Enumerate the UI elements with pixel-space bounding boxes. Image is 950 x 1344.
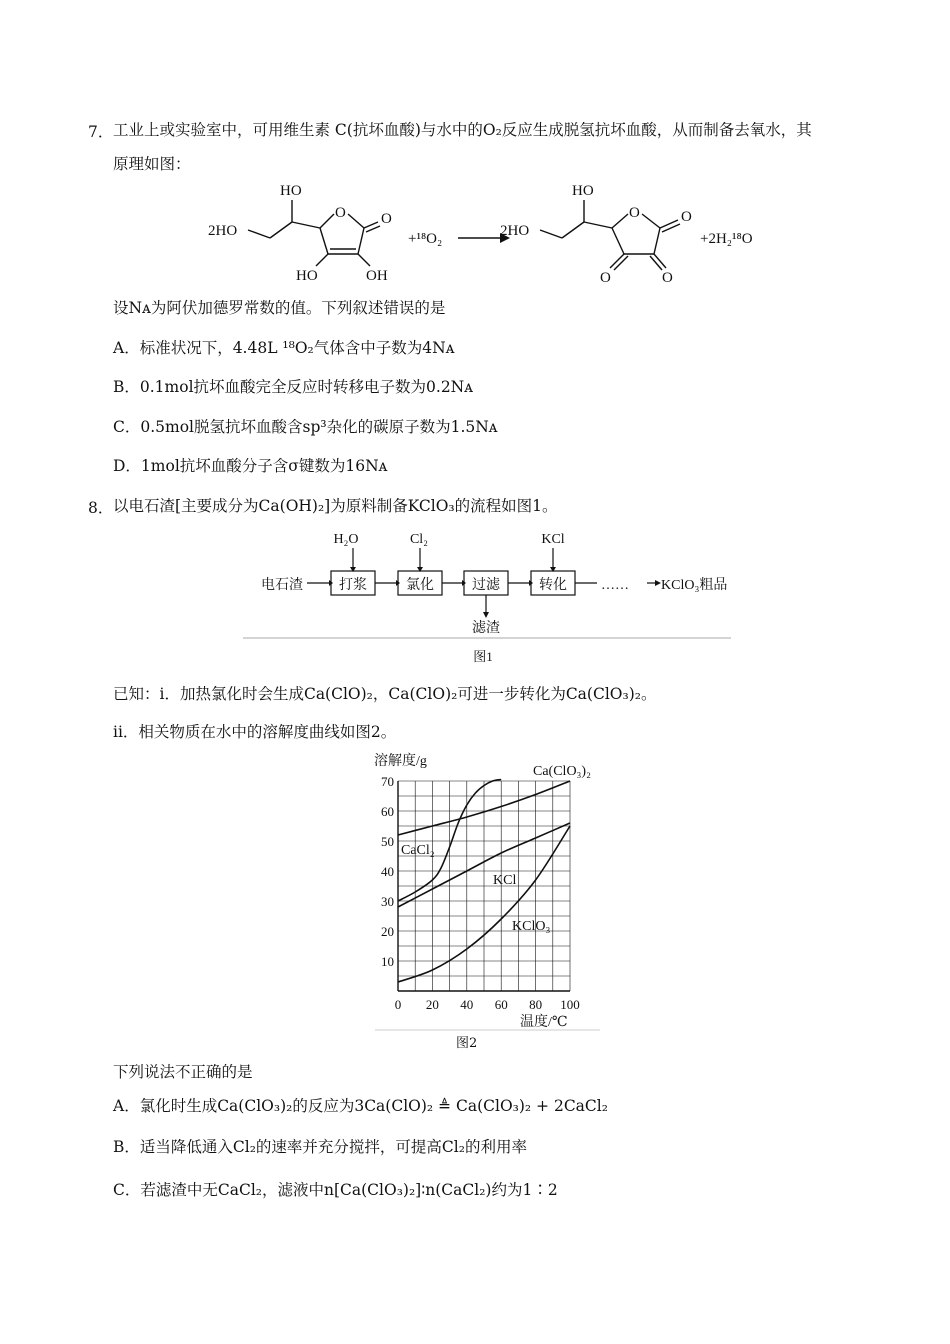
reaction-diagram (200, 176, 780, 291)
y-tick-label: 30 (381, 894, 394, 909)
right-carbonyl-o1: O (681, 209, 692, 225)
q8-intro: 下列说法不正确的是 (113, 1063, 253, 1081)
series-label-caclo3-2: Ca(ClO₃)₂ (533, 764, 591, 779)
x-axis-label: 温度/℃ (520, 1015, 568, 1030)
q7-number: 7． (88, 123, 114, 141)
plus-reagent: +¹⁸O₂ (408, 231, 443, 247)
flow-step-4: 转化 (539, 578, 567, 593)
x-tick-label: 20 (425, 997, 439, 1012)
y-tick-label: 50 (381, 834, 394, 849)
flow-dots: …… (601, 578, 629, 593)
q7-option-b: B．0.1mol抗坏血酸完全反应时转移电子数为0.2Nᴀ (113, 378, 473, 396)
right-top-ho: HO (572, 183, 594, 199)
flow-start: 电石渣 (261, 578, 303, 593)
flow-step-1: 打浆 (339, 578, 367, 593)
flow-step-3: 过滤 (472, 578, 500, 593)
x-tick-label: 0 (394, 997, 402, 1012)
left-oh2: OH (366, 268, 388, 284)
flow-end: KClO₃粗品 (661, 578, 728, 593)
flow-input-kcl: KCl (541, 532, 565, 547)
q8-option-a: A．氯化时生成Ca(ClO₃)₂的反应为3Ca(ClO)₂ ≜ Ca(ClO₃)₂ + 2CaCl₂ (113, 1097, 608, 1115)
flow-input-h2o: H₂O (333, 532, 359, 547)
figure2-caption: 图2 (456, 1036, 478, 1051)
q7-option-c: C．0.5mol脱氢抗坏血酸含sp³杂化的碳原子数为1.5Nᴀ (113, 418, 498, 436)
q7-stem-line1: 工业上或实验室中，可用维生素 C(抗坏血酸)与水中的O₂反应生成脱氢抗坏血酸，从而制备去氧水，其 (113, 121, 812, 139)
reaction-product: +2H₂¹⁸O (700, 231, 753, 247)
left-top-ho: HO (280, 183, 302, 199)
flow-input-cl2: Cl₂ (409, 532, 429, 547)
series-label-kcl: KCl (493, 873, 517, 888)
series-label-cacl2: CaCl₂ (401, 843, 435, 858)
q7-option-a: A．标准状况下，4.48L ¹⁸O₂气体含中子数为4Nᴀ (113, 339, 455, 357)
right-carbonyl-o3: O (662, 270, 673, 286)
flow-step-2: 氯化 (406, 578, 434, 593)
q7-intro: 设Nᴀ为阿伏加德罗常数的值。下列叙述错误的是 (113, 299, 446, 317)
q8-known-2: ii．相关物质在水中的溶解度曲线如图2。 (113, 723, 397, 741)
q8-stem: 以电石渣[主要成分为Ca(OH)₂]为原料制备KClO₃的流程如图1。 (113, 497, 558, 515)
flow-residue: 滤渣 (472, 621, 500, 636)
y-tick-label: 20 (381, 924, 394, 939)
y-tick-label: 40 (381, 864, 394, 879)
y-tick-label: 70 (381, 774, 394, 789)
q7-option-d: D．1mol抗坏血酸分子含σ键数为16Nᴀ (113, 457, 388, 475)
flow-diagram (243, 528, 733, 668)
right-coeff: 2HO (500, 223, 530, 239)
right-ring-o: O (629, 205, 640, 221)
right-carbonyl-o2: O (600, 270, 611, 286)
y-tick-label: 10 (381, 954, 394, 969)
x-tick-label: 60 (494, 997, 508, 1012)
solubility-chart (360, 748, 610, 1048)
q8-known-1: 已知：i．加热氯化时会生成Ca(ClO)₂，Ca(ClO)₂可进一步转化为Ca(ClO₃)₂。 (113, 685, 657, 703)
y-axis-label: 溶解度/g (374, 754, 427, 769)
q8-option-b: B．适当降低通入Cl₂的速率并充分搅拌，可提高Cl₂的利用率 (113, 1138, 527, 1156)
q7-stem-line2: 原理如图： (113, 155, 191, 173)
left-coeff: 2HO (208, 223, 238, 239)
x-tick-label: 80 (529, 997, 543, 1012)
x-tick-label: 40 (460, 997, 474, 1012)
left-oh1: HO (296, 268, 318, 284)
figure1-caption: 图1 (473, 649, 493, 664)
x-tick-label: 100 (560, 997, 580, 1012)
q8-option-c: C．若滤渣中无CaCl₂，滤液中n[Ca(ClO₃)₂]∶n(CaCl₂)约为1∶2 (113, 1181, 558, 1199)
left-ring-o: O (335, 205, 346, 221)
series-label-kclo3: KClO₃ (512, 919, 551, 934)
y-tick-label: 60 (381, 804, 394, 819)
left-carbonyl-o: O (381, 211, 392, 227)
q8-number: 8． (88, 499, 114, 517)
